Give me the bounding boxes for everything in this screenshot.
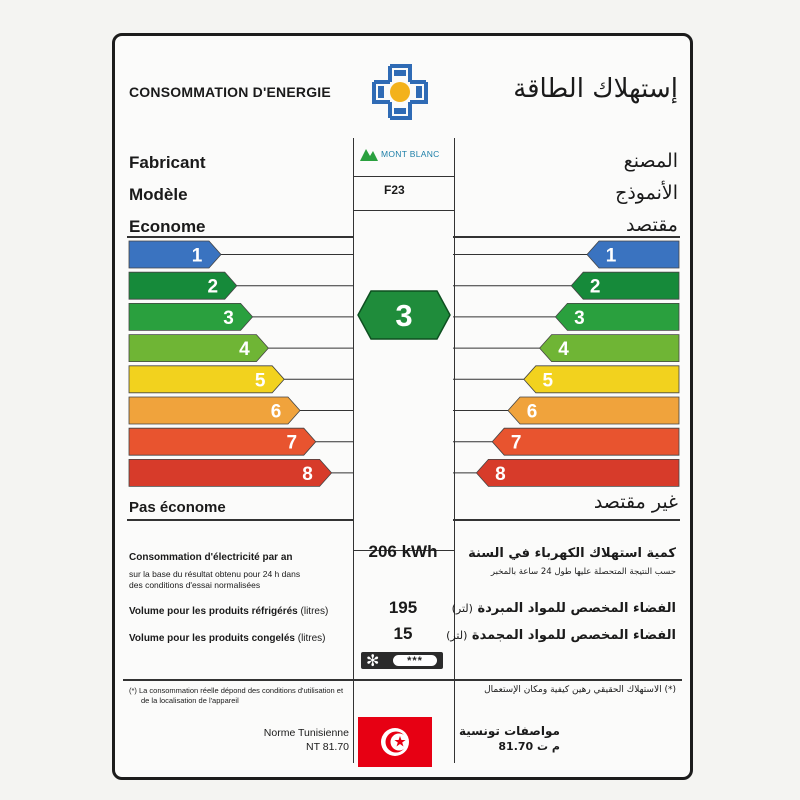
footnote-fr: [129, 686, 343, 706]
class-label-right-2: 2: [589, 276, 601, 298]
fridge-volume-text-fr: Volume pour les produits réfrigérés: [129, 606, 298, 617]
freezer-volume-text-fr: Volume pour les produits congelés: [129, 633, 295, 644]
fabricant-label-ar: المصنع: [623, 150, 678, 172]
title-ar: إستهلاك الطاقة: [513, 74, 678, 104]
consumption-note-fr-1: sur la base du résultat obtenu pour 24 h dans: [129, 569, 301, 579]
class-label-right-7: 7: [510, 432, 522, 454]
fridge-volume-unit-ar: (لتر): [451, 602, 473, 615]
footnote-fr-line1: (*) La consommation réelle dépond des conditions d'utilisation et: [129, 686, 344, 695]
brand-name: MONT BLANC: [381, 149, 440, 159]
rating-value: 3: [395, 298, 413, 333]
class-label-left-3: 3: [223, 307, 234, 329]
class-label-right-4: 4: [558, 339, 569, 361]
footnote-fr-line2: de la localisation de l'appareil: [141, 696, 239, 705]
econome-label-ar: مقتصد: [626, 214, 678, 236]
class-arrow-right-8: [476, 459, 679, 486]
freezer-star-rating: [361, 652, 443, 669]
class-arrow-right-1: [587, 241, 679, 268]
consumption-value: 206 kWh: [368, 542, 438, 561]
model-value: F23: [384, 183, 405, 197]
pas-econome-label-ar: غير مقتصد: [593, 491, 678, 513]
class-label-right-1: 1: [605, 245, 617, 267]
consumption-note-fr-2: des conditions d'essai normalisées: [129, 580, 261, 590]
freezer-volume-unit-ar: (لتر): [446, 629, 468, 642]
consumption-note-ar: حسب النتيجة المتحصلة عليها طول 24 ساعة بالمخبر: [490, 567, 676, 577]
class-label-left-8: 8: [302, 463, 313, 485]
class-label-left-2: 2: [207, 276, 219, 298]
freezer-volume-value: 15: [393, 624, 413, 643]
tunisia-flag-icon: [358, 717, 432, 767]
fridge-volume-label-ar: [452, 601, 676, 616]
class-label-right-6: 6: [526, 401, 538, 423]
class-arrow-left-8: [129, 459, 332, 486]
class-arrow-right-2: [571, 272, 679, 299]
class-label-right-3: 3: [574, 307, 585, 329]
title-fr: CONSOMMATION D'ENERGIE: [129, 84, 331, 100]
norm-ar-line2: م ت 81.70: [498, 740, 560, 753]
fridge-volume-unit-fr: (litres): [300, 606, 329, 617]
class-label-left-1: 1: [191, 245, 203, 267]
freezer-volume-unit-fr: (litres): [297, 633, 326, 644]
snowflake-icon: ✻: [366, 653, 380, 670]
pas-econome-label-fr: Pas économe: [129, 499, 226, 516]
class-label-left-5: 5: [254, 370, 266, 392]
class-label-right-8: 8: [495, 463, 506, 485]
fridge-volume-text-ar: الفضاء المخصص للمواد المبردة: [477, 601, 676, 616]
energy-label: [112, 33, 693, 780]
class-arrow-left-2: [129, 272, 237, 299]
norm-fr: [253, 726, 349, 754]
consumption-label-ar: كمية استهلاك الكهرباء في السنة: [468, 546, 676, 561]
class-arrow-left-1: [129, 241, 221, 268]
norm-fr-line1: Norme Tunisienne: [263, 727, 349, 739]
modele-label-ar: الأنموذج: [615, 182, 678, 204]
class-label-left-6: 6: [270, 401, 282, 423]
class-arrow-left-3: [129, 303, 253, 330]
star-count: ***: [393, 655, 437, 666]
modele-label-fr: Modèle: [129, 185, 188, 204]
freezer-volume-label-fr: [129, 633, 326, 644]
class-label-left-4: 4: [239, 339, 250, 361]
fabricant-label-fr: Fabricant: [129, 153, 206, 172]
fridge-volume-label-fr: [129, 606, 328, 617]
fridge-volume-value: 195: [388, 598, 418, 617]
norm-fr-line2: NT 81.70: [306, 741, 349, 753]
class-label-left-7: 7: [286, 432, 298, 454]
freezer-volume-label-ar: [446, 628, 676, 643]
consumption-label-fr: Consommation d'électricité par an: [129, 552, 293, 563]
freezer-volume-text-ar: الفضاء المخصص للمواد المجمدة: [471, 628, 676, 643]
econome-label-fr: Econome: [129, 217, 206, 236]
norm-ar: [459, 724, 560, 754]
class-label-right-5: 5: [542, 370, 554, 392]
norm-ar-line1: مواصفات تونسية: [459, 724, 560, 738]
footnote-ar: (*) الاستهلاك الحقيقي رهين كيفية ومكان الإستعمال: [484, 685, 676, 695]
